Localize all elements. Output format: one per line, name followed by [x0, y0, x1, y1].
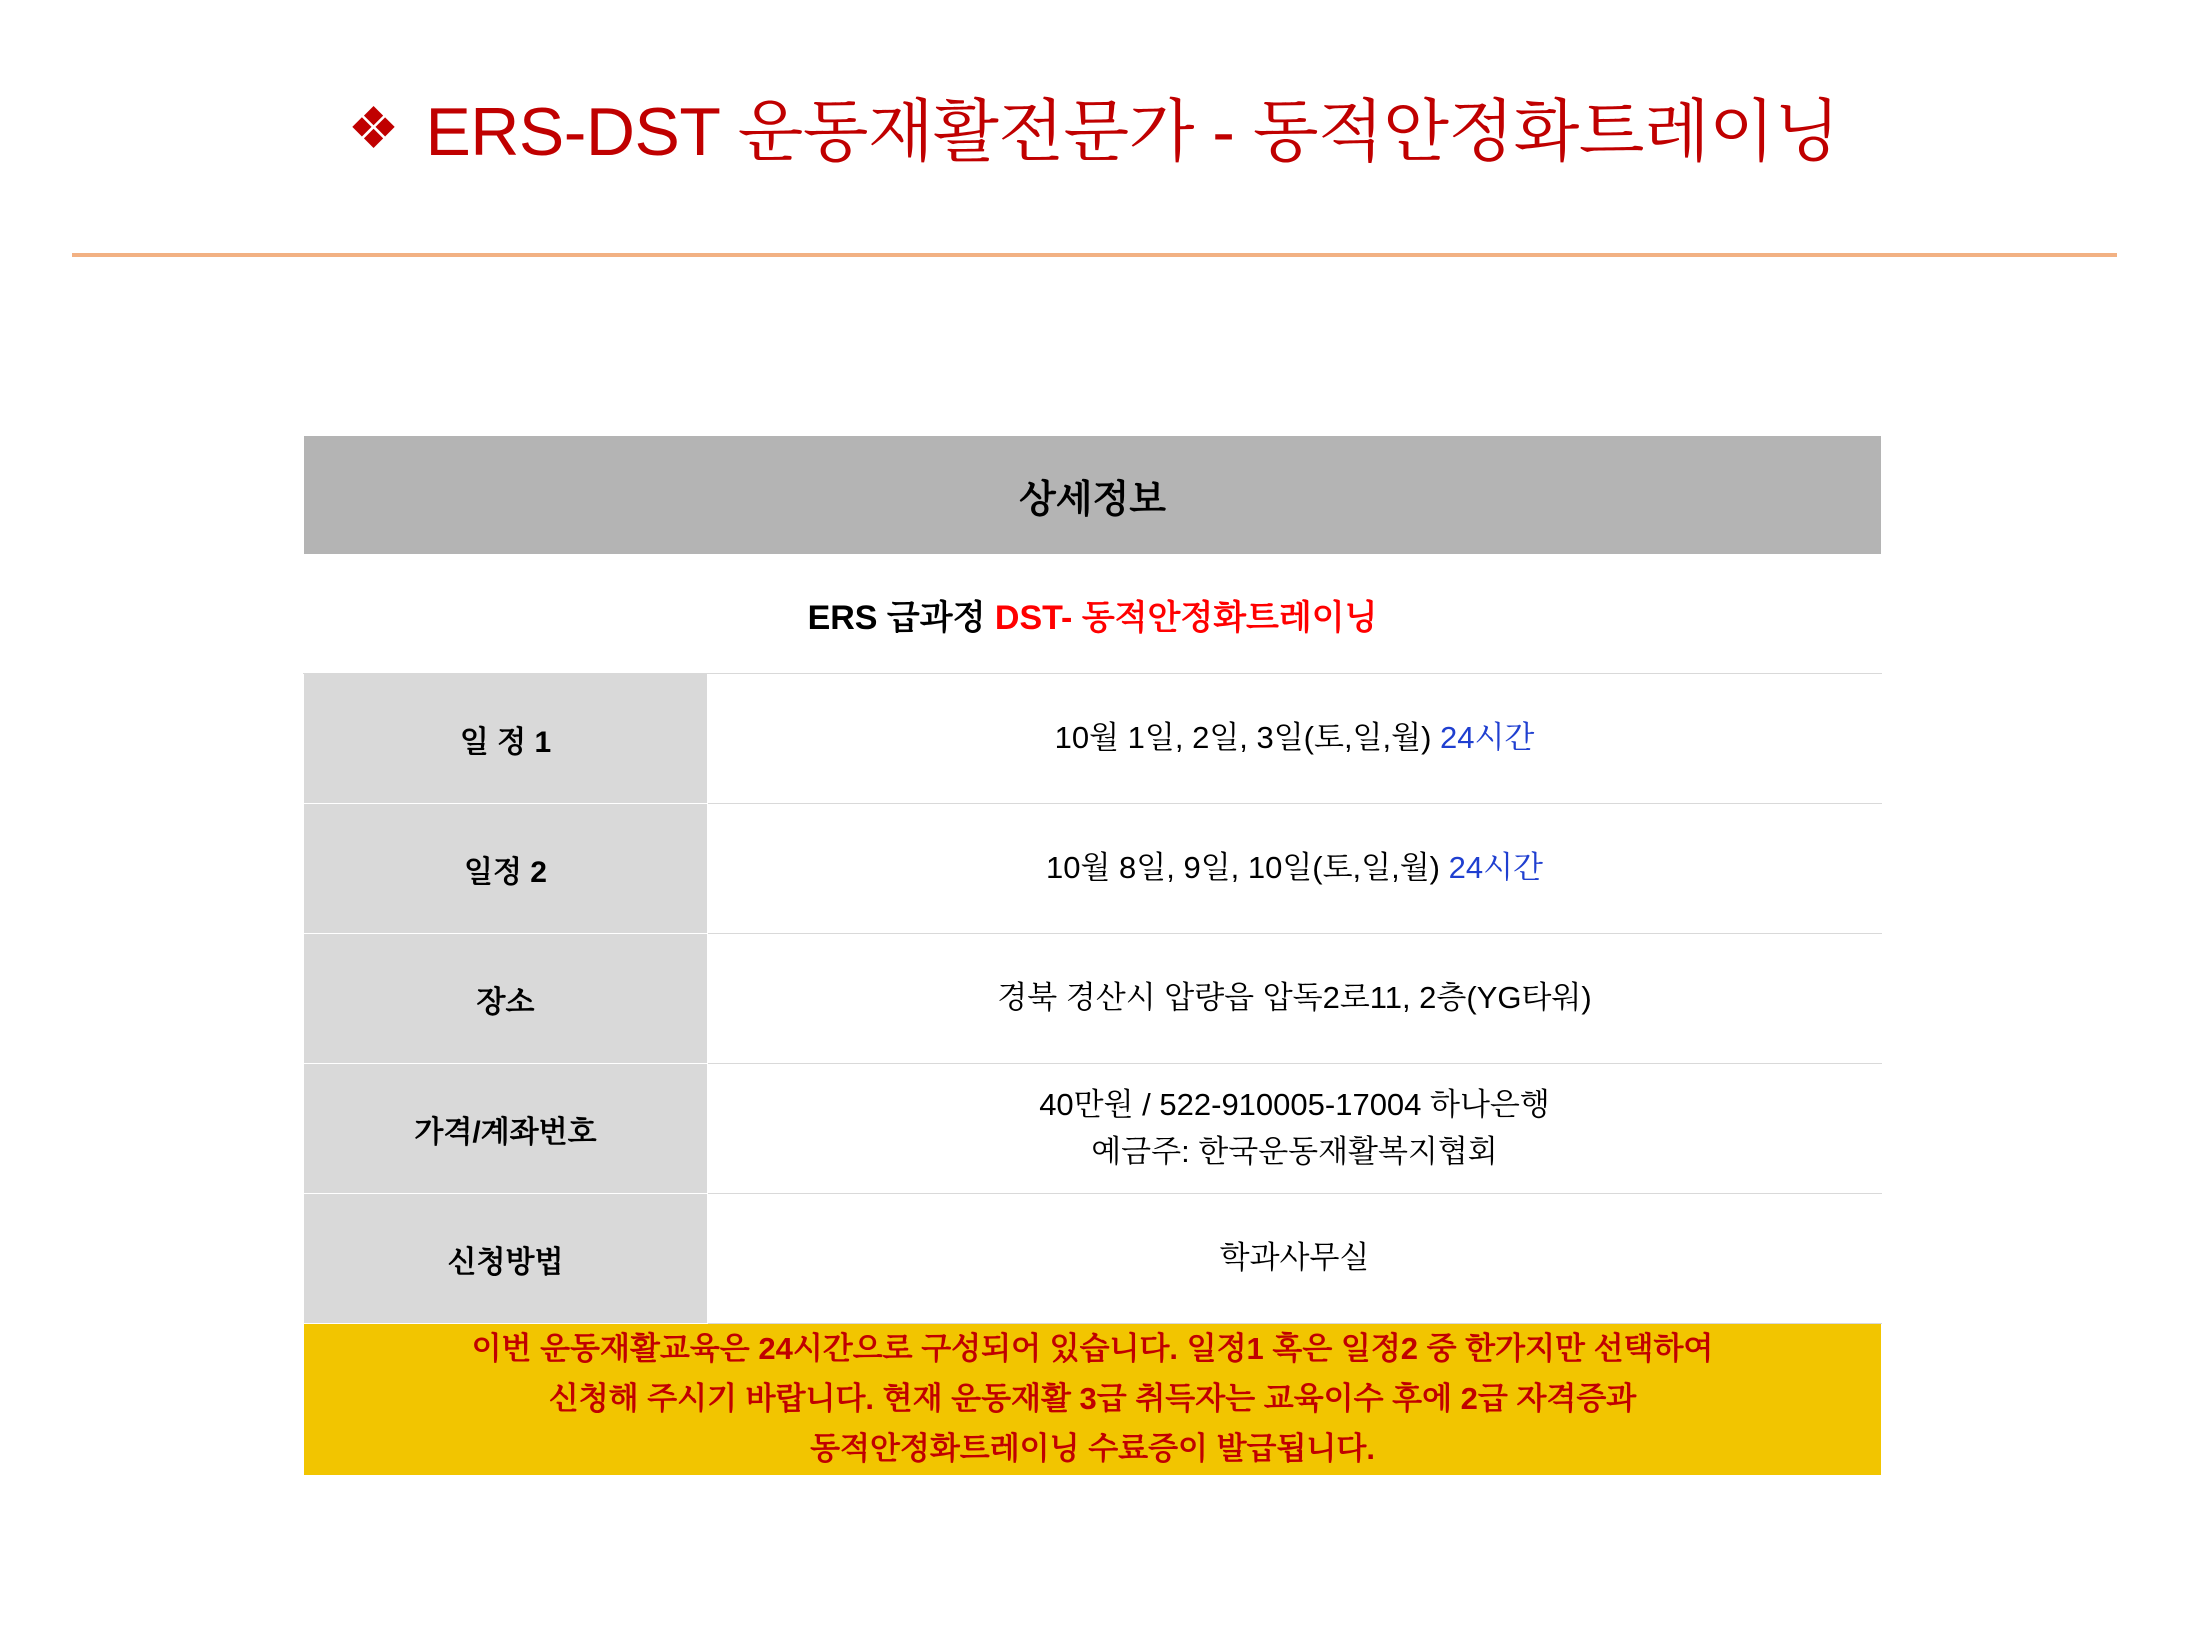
value-text: 학과사무실: [1219, 1240, 1370, 1276]
notice-line-3: 동적안정화트레이닝 수료증이 발급됩니다.: [810, 1431, 1375, 1467]
page-title: [0, 78, 2187, 175]
page-title-text: ERS-DST 운동재활전문가 - 동적안정화트레이닝: [425, 94, 1840, 170]
flower-bullet-icon: ❖: [347, 95, 400, 161]
notice-line-2: 신청해 주시기 바랍니다. 현재 운동재활 3급 취득자는 교육이수 후에 2급 자격증과: [548, 1381, 1637, 1417]
subheader-plain-text: ERS 급과정: [807, 598, 995, 637]
table-row: [304, 555, 1882, 674]
notice-cell: [304, 1324, 1882, 1476]
value-text-line2: 예금주: 한국운동재활복지협회: [1091, 1133, 1498, 1169]
row-label-price-account: 가격/계좌번호: [304, 1064, 708, 1194]
details-table-container: [303, 435, 1881, 1476]
table-row: [304, 934, 1882, 1064]
details-table: [303, 435, 1882, 1476]
table-row: [304, 1324, 1882, 1476]
row-value-schedule-1: [708, 674, 1882, 804]
value-text: 10월 8일, 9일, 10일(토,일,월): [1046, 850, 1449, 886]
value-highlight: 24시간: [1440, 720, 1535, 756]
row-label-schedule-1: 일 정 1: [304, 674, 708, 804]
table-row: [304, 674, 1882, 804]
row-label-location: 장소: [304, 934, 708, 1064]
value-text: 10월 1일, 2일, 3일(토,일,월): [1054, 720, 1440, 756]
row-value-application-method: [708, 1194, 1882, 1324]
value-text-line1: 40만원 / 522-910005-17004 하나은행: [1039, 1087, 1550, 1122]
row-label-application-method: 신청방법: [304, 1194, 708, 1324]
row-value-location: [708, 934, 1882, 1064]
table-row: [304, 804, 1882, 934]
table-header-cell: 상세정보: [304, 436, 1882, 555]
value-highlight: 24시간: [1448, 850, 1543, 886]
value-text: 경북 경산시 압량읍 압독2로11, 2층(YG타워): [997, 980, 1592, 1016]
notice-line-1: 이번 운동재활교육은 24시간으로 구성되어 있습니다. 일정1 혹은 일정2 중 한가지만 선택하여: [471, 1331, 1714, 1366]
row-label-schedule-2: 일정 2: [304, 804, 708, 934]
table-subheader-cell: [304, 555, 1882, 674]
row-value-price-account: [708, 1064, 1882, 1194]
table-row: [304, 1064, 1882, 1194]
subheader-red-text: DST- 동적안정화트레이닝: [994, 598, 1378, 637]
row-value-schedule-2: [708, 804, 1882, 934]
title-divider: [72, 253, 2117, 257]
table-row: [304, 1194, 1882, 1324]
table-row: [304, 436, 1882, 555]
